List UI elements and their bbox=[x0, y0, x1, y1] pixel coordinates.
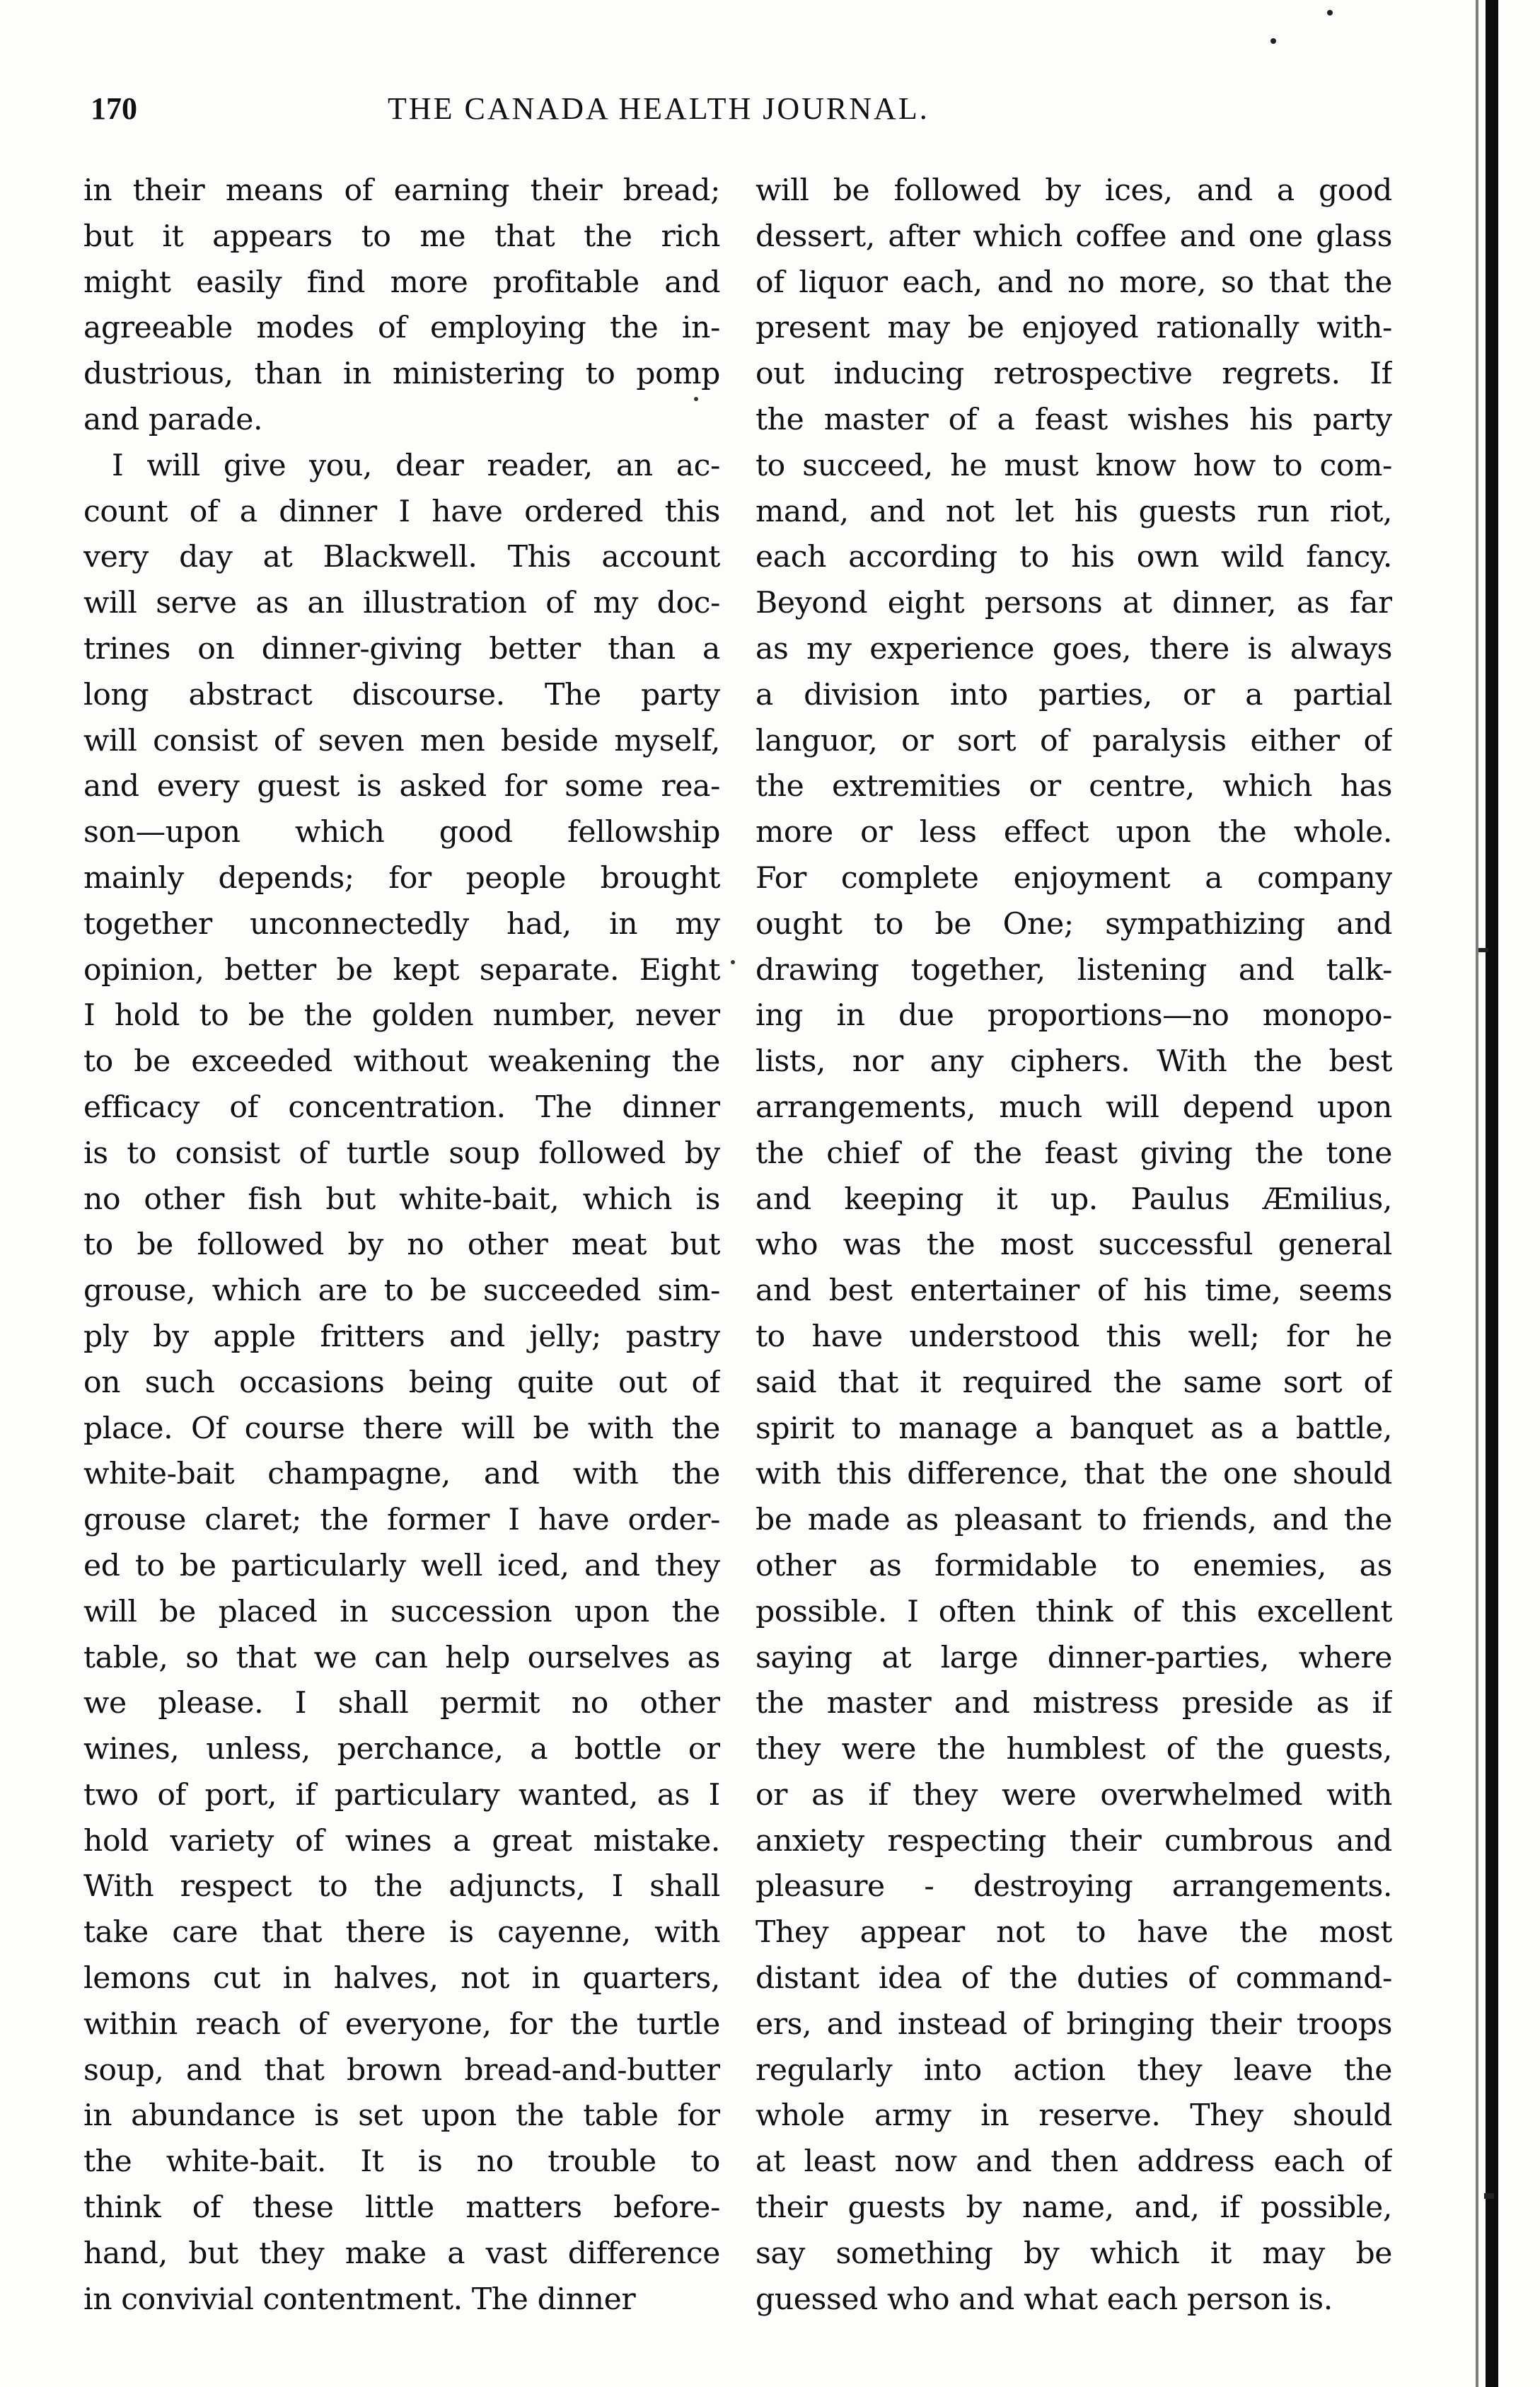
left-column-line: but it appears to me that the rich bbox=[83, 219, 720, 254]
right-column-line: possible. I often think of this excellent bbox=[755, 1594, 1392, 1629]
right-column-line: languor, or sort of paralysis either of bbox=[755, 723, 1392, 758]
left-column-line: the white-bait. It is no trouble to bbox=[83, 2144, 720, 2180]
left-column-line: in abundance is set upon the table for bbox=[83, 2098, 720, 2134]
left-column-line: son—upon which good fellowship bbox=[83, 815, 720, 850]
left-column-line: wines, unless, perchance, a bottle or bbox=[83, 1732, 720, 1767]
right-column-line: of liquor each, and no more, so that the bbox=[755, 265, 1392, 300]
left-column-line: we please. I shall permit no other bbox=[83, 1686, 720, 1721]
left-column-line: white-bait champagne, and with the bbox=[83, 1457, 720, 1492]
left-column-line: agreeable modes of employing the in- bbox=[83, 311, 720, 346]
right-column-line: Beyond eight persons at dinner, as far bbox=[755, 586, 1392, 621]
left-column-line: long abstract discourse. The party bbox=[83, 677, 720, 712]
right-column-line: a division into parties, or a partial bbox=[755, 677, 1392, 712]
right-column-line: other as formidable to enemies, as bbox=[755, 1548, 1392, 1583]
right-column-line: as my experience goes, there is always bbox=[755, 631, 1392, 666]
left-column-line: place. Of course there will be with the bbox=[83, 1411, 720, 1446]
left-column-line: very day at Blackwell. This account bbox=[83, 540, 720, 575]
right-column-line: said that it required the same sort of bbox=[755, 1365, 1392, 1400]
left-column-line: efficacy of concentration. The dinner bbox=[83, 1090, 720, 1125]
page-header bbox=[91, 91, 1399, 140]
right-column-line: For complete enjoyment a company bbox=[755, 860, 1392, 896]
left-column-line: hand, but they make a vast difference bbox=[83, 2236, 720, 2271]
right-column-line: the master and mistress preside as if bbox=[755, 1686, 1392, 1721]
right-column-line: ought to be One; sympathizing and bbox=[755, 906, 1392, 942]
right-column-line: to have understood this well; for he bbox=[755, 1319, 1392, 1354]
right-column-line: to succeed, he must know how to com- bbox=[755, 448, 1392, 483]
right-column-line: more or less effect upon the whole. bbox=[755, 815, 1392, 850]
running-head: THE CANADA HEALTH JOURNAL. bbox=[388, 91, 930, 126]
left-column-line: no other fish but white-bait, which is bbox=[83, 1181, 720, 1217]
right-column-line: and keeping it up. Paulus Æmilius, bbox=[755, 1181, 1392, 1217]
left-column-line: to be followed by no other meat but bbox=[83, 1227, 720, 1263]
left-column-line: take care that there is cayenne, with bbox=[83, 1915, 720, 1950]
right-column-line: the extremities or centre, which has bbox=[755, 769, 1392, 804]
left-column-line: grouse claret; the former I have order- bbox=[83, 1503, 720, 1538]
right-column-line: distant idea of the duties of command- bbox=[755, 1961, 1392, 1996]
right-column-line: drawing together, listening and talk- bbox=[755, 952, 1392, 988]
right-column-line: They appear not to have the most bbox=[755, 1915, 1392, 1950]
left-column-line: in their means of earning their bread; bbox=[83, 173, 720, 208]
left-column-line: think of these little matters before- bbox=[83, 2190, 720, 2226]
left-column-line: together unconnectedly had, in my bbox=[83, 906, 720, 942]
page-edge-shadow bbox=[1476, 0, 1478, 2387]
left-column-line: trines on dinner-giving better than a bbox=[83, 631, 720, 666]
right-column-line: say something by which it may be bbox=[755, 2236, 1392, 2271]
left-column-line: two of port, if particulary wanted, as I bbox=[83, 1777, 720, 1813]
right-column-line: regularly into action they leave the bbox=[755, 2052, 1392, 2088]
right-column-line: with this difference, that the one should bbox=[755, 1457, 1392, 1492]
right-column-line: arrangements, much will depend upon bbox=[755, 1090, 1392, 1125]
left-column-line: and parade. bbox=[83, 402, 263, 437]
left-column-line: and every guest is asked for some rea- bbox=[83, 769, 720, 804]
left-column-line: might easily find more profitable and bbox=[83, 265, 720, 300]
left-column-line: hold variety of wines a great mistake. bbox=[83, 1823, 720, 1859]
right-column-line: at least now and then address each of bbox=[755, 2144, 1392, 2180]
left-column-line: count of a dinner I have ordered this bbox=[83, 494, 720, 529]
left-column-line: dustrious, than in ministering to pomp bbox=[83, 357, 720, 392]
right-column-line: saying at large dinner-parties, where bbox=[755, 1640, 1392, 1675]
right-column-line: spirit to manage a banquet as a battle, bbox=[755, 1411, 1392, 1446]
right-column-line: whole army in reserve. They should bbox=[755, 2098, 1392, 2134]
right-column-line: and best entertainer of his time, seems bbox=[755, 1273, 1392, 1309]
left-column-line: ed to be particularly well iced, and they bbox=[83, 1548, 720, 1583]
left-column-line: will be placed in succession upon the bbox=[83, 1594, 720, 1629]
right-column-line: the master of a feast wishes his party bbox=[755, 402, 1392, 437]
right-column-line: present may be enjoyed rationally with- bbox=[755, 311, 1392, 346]
left-column-line: soup, and that brown bread-and-butter bbox=[83, 2052, 720, 2088]
right-column-line: be made as pleasant to friends, and the bbox=[755, 1503, 1392, 1538]
right-column-line: mand, and not let his guests run riot, bbox=[755, 494, 1392, 529]
right-column bbox=[755, 168, 1392, 2323]
right-column-line: anxiety respecting their cumbrous and bbox=[755, 1823, 1392, 1859]
right-column-line: ing in due proportions—no monopo- bbox=[755, 998, 1392, 1034]
right-column-line: will be followed by ices, and a good bbox=[755, 173, 1392, 208]
left-column-line: With respect to the adjuncts, I shall bbox=[83, 1869, 720, 1905]
right-column-line: out inducing retrospective regrets. If bbox=[755, 357, 1392, 392]
left-column-line: in convivial contentment. The dinner bbox=[83, 2282, 636, 2317]
right-column-line: ers, and instead of bringing their troops bbox=[755, 2006, 1392, 2042]
right-column-line: they were the humblest of the guests, bbox=[755, 1732, 1392, 1767]
right-column-line: or as if they were overwhelmed with bbox=[755, 1777, 1392, 1813]
left-column-line: on such occasions being quite out of bbox=[83, 1365, 720, 1400]
left-column-line: I hold to be the golden number, never bbox=[83, 998, 720, 1034]
page-number: 170 bbox=[91, 91, 137, 126]
left-column-line: opinion, better be kept separate. Eight bbox=[83, 952, 720, 988]
left-column-line: ply by apple fritters and jelly; pastry bbox=[83, 1319, 720, 1354]
left-column-line: lemons cut in halves, not in quarters, bbox=[83, 1961, 720, 1996]
right-column-line: dessert, after which coffee and one glass bbox=[755, 219, 1392, 254]
left-column-line: will serve as an illustration of my doc- bbox=[83, 586, 720, 621]
right-column-line: guessed who and what each person is. bbox=[755, 2282, 1333, 2317]
right-column-line: pleasure - destroying arrangements. bbox=[755, 1869, 1392, 1905]
right-column-line: the chief of the feast giving the tone bbox=[755, 1135, 1392, 1171]
left-column-line: I will give you, dear reader, an ac- bbox=[112, 448, 720, 483]
page-edge-binding bbox=[1486, 0, 1498, 2387]
right-column-line: each according to his own wild fancy. bbox=[755, 540, 1392, 575]
left-column bbox=[83, 168, 720, 2323]
left-column-line: will consist of seven men beside myself, bbox=[83, 723, 720, 758]
left-column-line: within reach of everyone, for the turtle bbox=[83, 2006, 720, 2042]
left-column-line: grouse, which are to be succeeded sim- bbox=[83, 1273, 720, 1309]
right-column-line: lists, nor any ciphers. With the best bbox=[755, 1044, 1392, 1080]
left-column-line: to be exceeded without weakening the bbox=[83, 1044, 720, 1080]
right-column-line: their guests by name, and, if possible, bbox=[755, 2190, 1392, 2226]
left-column-line: mainly depends; for people brought bbox=[83, 860, 720, 896]
left-column-line: is to consist of turtle soup followed by bbox=[83, 1135, 720, 1171]
left-column-line: table, so that we can help ourselves as bbox=[83, 1640, 720, 1675]
right-column-line: who was the most successful general bbox=[755, 1227, 1392, 1263]
